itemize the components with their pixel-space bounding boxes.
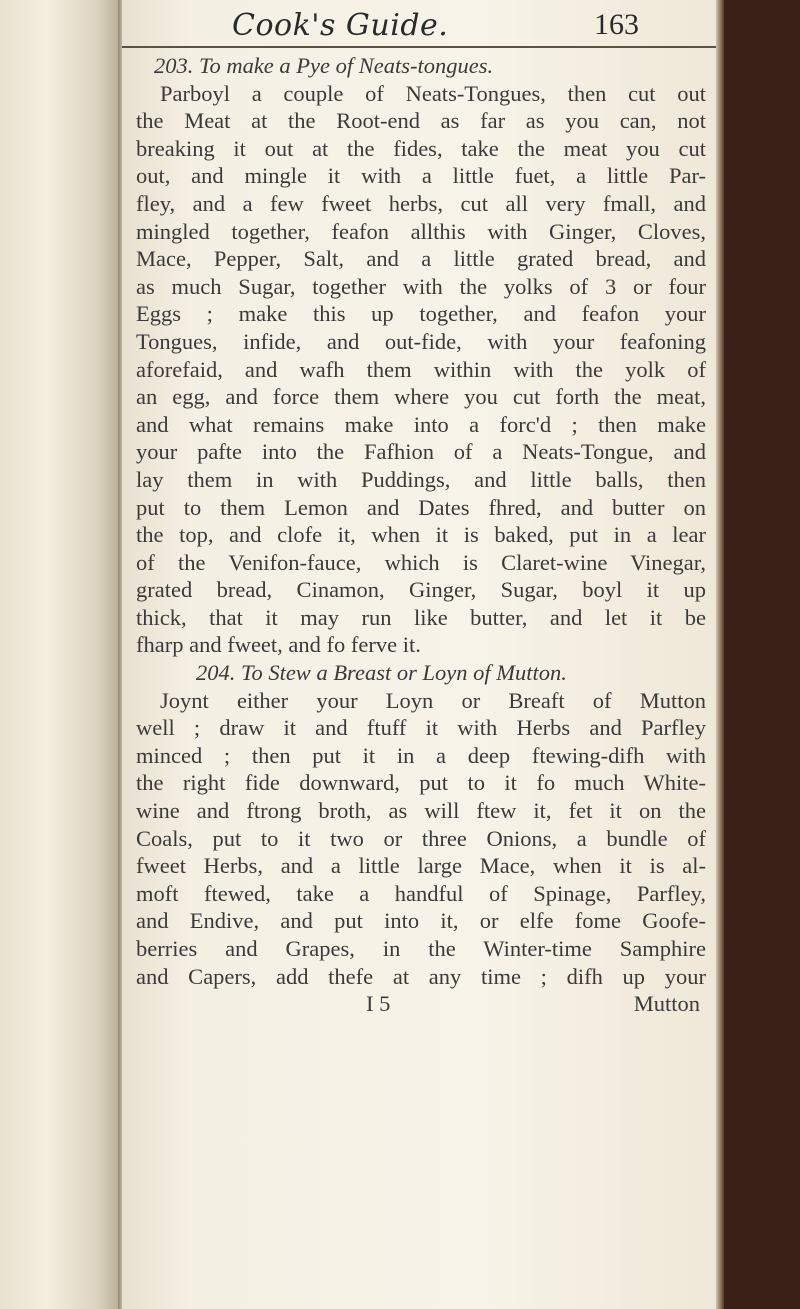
text-line: and Capers, add thefe at any time ; difh up your [136,963,706,989]
recipe-heading: 204. To Stew a Breast or Loyn of Mutton. [196,660,567,686]
text-line: an egg, and force them where you cut forth the meat, [136,384,706,410]
text-line: Mace, Pepper, Salt, and a little grated bread, and [136,246,706,272]
text-line: moft ftewed, take a handful of Spinage, Parfley, [136,880,706,906]
recipe-203 [136,52,706,659]
text-line: your pafte into the Fafhion of a Neats-Tongue, and [136,439,706,465]
text-line: the top, and clofe it, when it is baked, put in a lear [136,522,706,548]
binding-gutter [0,0,120,1309]
catchword: Mutton [633,991,700,1017]
page-header [122,2,720,48]
body-text [136,52,706,1018]
book-page [122,0,720,1309]
text-line: breaking it out at the fides, take the meat you cut [136,135,706,161]
page-footer [136,990,706,1018]
text-line: fharp and fweet, and fo ferve it. [136,632,421,658]
running-head: Cook's Guide. [232,8,449,43]
text-line: well ; draw it and ftuff it with Herbs and Parfley [136,715,706,741]
text-line: the right fide downward, put to it fo much White- [136,770,706,796]
text-line: out, and mingle it with a little fuet, a little Par- [136,163,706,189]
text-line: Parboyl a couple of Neats-Tongues, then cut out [160,80,706,106]
text-line: minced ; then put it in a deep ftewing-difh with [136,742,706,768]
text-line: thick, that it may run like butter, and let it be [136,604,706,630]
text-line: put to them Lemon and Dates fhred, and butter on [136,494,706,520]
text-line: Tongues, infide, and out-fide, with your feafoning [136,328,706,354]
text-line: mingled together, feafon allthis with Ginger, Cloves, [136,218,706,244]
text-line: wine and ftrong broth, as will ftew it, fet it on the [136,798,706,824]
text-line: Eggs ; make this up together, and feafon your [136,301,706,327]
recipe-heading: 203. To make a Pye of Neats-tongues. [154,53,494,78]
text-line: aforefaid, and wafh them within with the yolk of [136,356,706,382]
text-line: lay them in with Puddings, and little balls, then [136,466,706,492]
header-rule [122,46,720,48]
page-edge-shadow [716,0,724,1309]
signature-mark: I 5 [366,991,391,1017]
page-number: 163 [594,8,639,41]
text-line: berries and Grapes, in the Winter-time Samphire [136,936,706,961]
text-line: Joynt either your Loyn or Breaft of Mutton [160,687,706,713]
text-line: fweet Herbs, and a little large Mace, when it is al- [136,853,706,879]
text-line: fley, and a few fweet herbs, cut all very fmall, and [136,190,706,216]
text-line: grated bread, Cinamon, Ginger, Sugar, boyl it up [136,577,706,603]
text-line: as much Sugar, together with the yolks of 3 or four [136,273,706,299]
text-line: Coals, put to it two or three Onions, a bundle of [136,825,706,851]
text-line: and what remains make into a forc'd ; then make [136,411,706,437]
recipe-204 [136,659,706,990]
text-line: of the Venifon-fauce, which is Claret-wine Vinegar, [136,549,706,575]
text-line: and Endive, and put into it, or elfe fome Goofe- [136,908,706,934]
text-line: the Meat at the Root-end as far as you can, not [136,108,706,134]
